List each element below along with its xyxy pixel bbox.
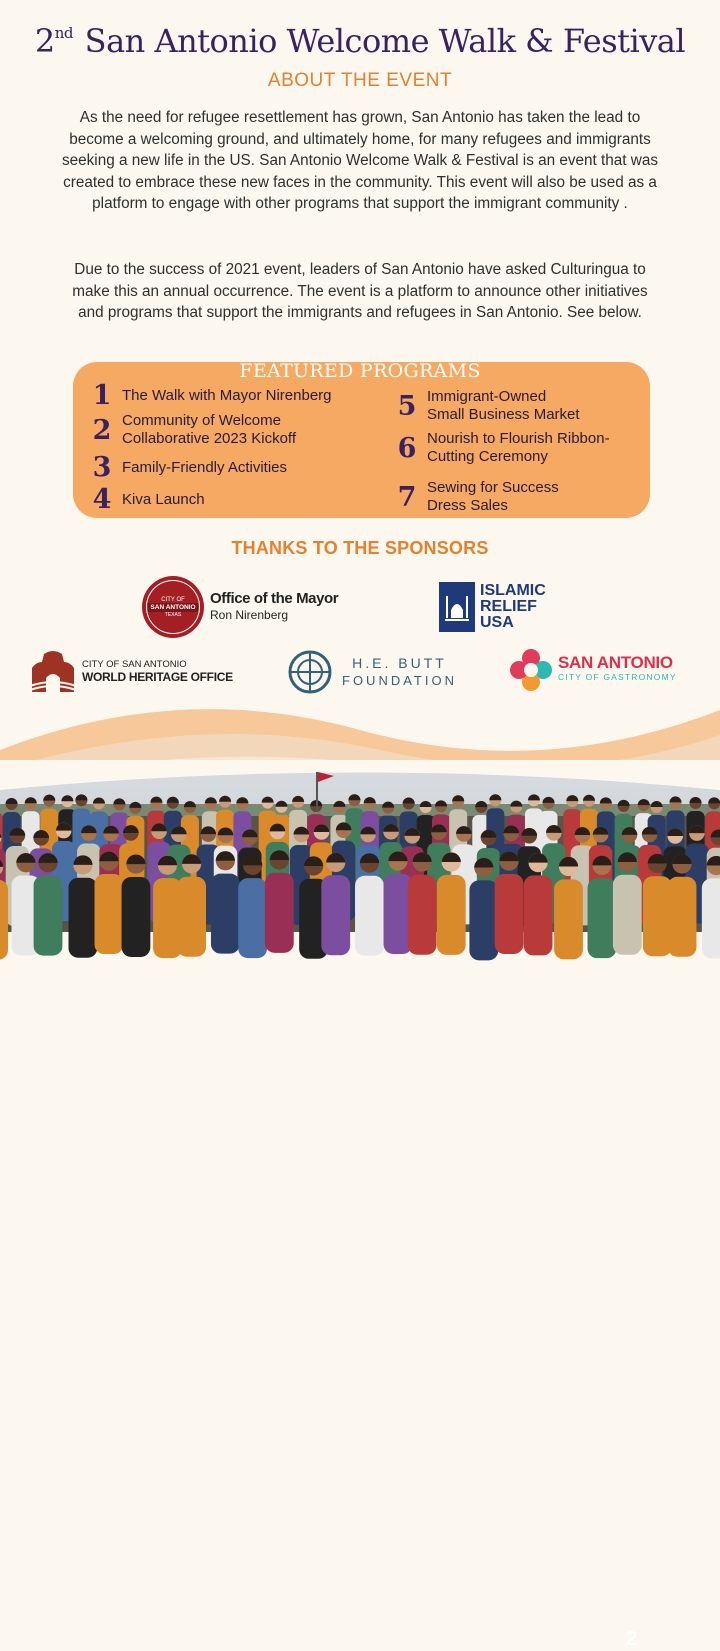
title-ordinal: 2 bbox=[34, 22, 55, 60]
program-item bbox=[90, 412, 296, 448]
gastronomy-line2: CITY OF GASTRONOMY bbox=[558, 672, 677, 682]
crowd-person-body bbox=[95, 874, 124, 954]
program-item bbox=[395, 479, 559, 515]
featured-programs-title: FEATURED PROGRAMS bbox=[239, 360, 481, 382]
seal-top-text: CITY OF bbox=[161, 596, 185, 603]
crowd-person-body bbox=[34, 876, 63, 956]
crowd-person-body bbox=[0, 880, 8, 960]
crowd-person-body bbox=[211, 874, 240, 954]
sponsor-islamic-relief bbox=[439, 582, 546, 632]
crowd-person-body bbox=[437, 875, 466, 955]
about-paragraph-1: As the need for refugee resettlement has grown, San Antonio has taken the lead to become a welcoming ground, and ultimately home, for many refugees and immigrants seeking a new life in the US. San Antonio Welcome Walk & Festival is an event that was created to embrace these new faces in the community. This event will also be used as a platform to engage with other programs that support the immigrant community . bbox=[61, 109, 659, 212]
about-heading: ABOUT THE EVENT bbox=[267, 70, 453, 91]
program-number: 4 bbox=[92, 484, 112, 515]
program-item bbox=[90, 484, 205, 515]
crowd-person-body bbox=[355, 876, 384, 956]
crowd-person-body bbox=[613, 875, 642, 955]
sponsor-city-of-gastronomy bbox=[509, 648, 677, 692]
crowd-person-body bbox=[122, 877, 151, 957]
islamic-relief-line3: USA bbox=[480, 614, 514, 631]
crowd-person-body bbox=[321, 875, 350, 955]
hebutt-line1: H.E. BUTT bbox=[352, 655, 447, 671]
mission-icon bbox=[28, 648, 78, 694]
program-label: The Walk with Mayor Nirenberg bbox=[122, 386, 332, 404]
city-seal-logo bbox=[142, 576, 204, 638]
mayor-office-name: Office of the Mayor bbox=[210, 590, 339, 607]
page-title bbox=[0, 22, 720, 60]
program-number: 7 bbox=[397, 481, 417, 513]
crowd-person-body bbox=[238, 878, 267, 958]
crowd-person-body bbox=[495, 874, 524, 954]
heritage-line2: WORLD HERITAGE OFFICE bbox=[82, 670, 233, 684]
gastronomy-flower-icon bbox=[509, 648, 553, 692]
program-label: Kiva Launch bbox=[122, 490, 205, 508]
sponsor-hebutt-foundation bbox=[288, 650, 457, 694]
sponsor-world-heritage-office bbox=[28, 648, 233, 694]
seal-name-text: SAN ANTONIO bbox=[150, 603, 196, 611]
crowd-person-body bbox=[702, 878, 720, 958]
program-item bbox=[395, 388, 580, 424]
program-item bbox=[90, 380, 332, 411]
group-photo bbox=[0, 760, 720, 1650]
crowd-person-body bbox=[588, 878, 617, 958]
program-label: Immigrant-Owned Small Business Market bbox=[427, 388, 580, 423]
crowd-person-body bbox=[554, 879, 583, 959]
program-label: Nourish to Flourish Ribbon- Cutting Ceremony bbox=[427, 430, 610, 465]
islamic-relief-line2: RELIEF bbox=[480, 598, 537, 615]
gastronomy-line1: SAN ANTONIO bbox=[558, 653, 673, 672]
title-ordinal-suffix: nd bbox=[54, 24, 73, 42]
crowd-person-body bbox=[524, 875, 553, 955]
crowd-person-body bbox=[469, 880, 498, 960]
program-number: 1 bbox=[92, 380, 112, 411]
crowd-person-body bbox=[643, 876, 672, 956]
crowd-person-body bbox=[265, 873, 294, 953]
program-label: Sewing for Success Dress Sales bbox=[427, 479, 559, 514]
program-number: 6 bbox=[397, 432, 417, 464]
program-number: 3 bbox=[92, 452, 112, 483]
seal-bottom-text: TEXAS bbox=[164, 611, 182, 618]
mayor-name: Ron Nirenberg bbox=[210, 608, 289, 622]
page-number: 2 bbox=[626, 1628, 638, 1650]
crowd-person-body bbox=[69, 878, 98, 958]
crowd-person-body bbox=[177, 877, 206, 957]
sponsors-heading: THANKS TO THE SPONSORS bbox=[231, 538, 489, 558]
program-item bbox=[90, 452, 287, 483]
islamic-relief-line1: ISLAMIC bbox=[480, 582, 546, 599]
program-number: 5 bbox=[397, 390, 417, 422]
program-label: Community of Welcome Collaborative 2023 Kickoff bbox=[122, 412, 296, 447]
mosque-icon bbox=[439, 582, 475, 632]
program-number: 2 bbox=[92, 414, 112, 446]
hebutt-line2: FOUNDATION bbox=[342, 673, 457, 688]
program-item bbox=[395, 430, 610, 466]
program-label: Family-Friendly Activities bbox=[122, 458, 288, 476]
crowd-person-body bbox=[408, 875, 437, 955]
about-paragraph-2: Due to the success of 2021 event, leaders of San Antonio have asked Culturingua to make this an annual occurrence. The event is a platform to announce other initiatives and programs that support the immigrants and refugees in San Antonio. See below. bbox=[72, 261, 648, 321]
sponsor-office-of-mayor bbox=[142, 576, 338, 638]
hebutt-emblem-icon bbox=[288, 650, 332, 694]
heritage-line1: CITY OF SAN ANTONIO bbox=[82, 659, 187, 670]
title-main: San Antonio Welcome Walk & Festival bbox=[84, 22, 686, 60]
crowd-person-body bbox=[668, 877, 697, 957]
